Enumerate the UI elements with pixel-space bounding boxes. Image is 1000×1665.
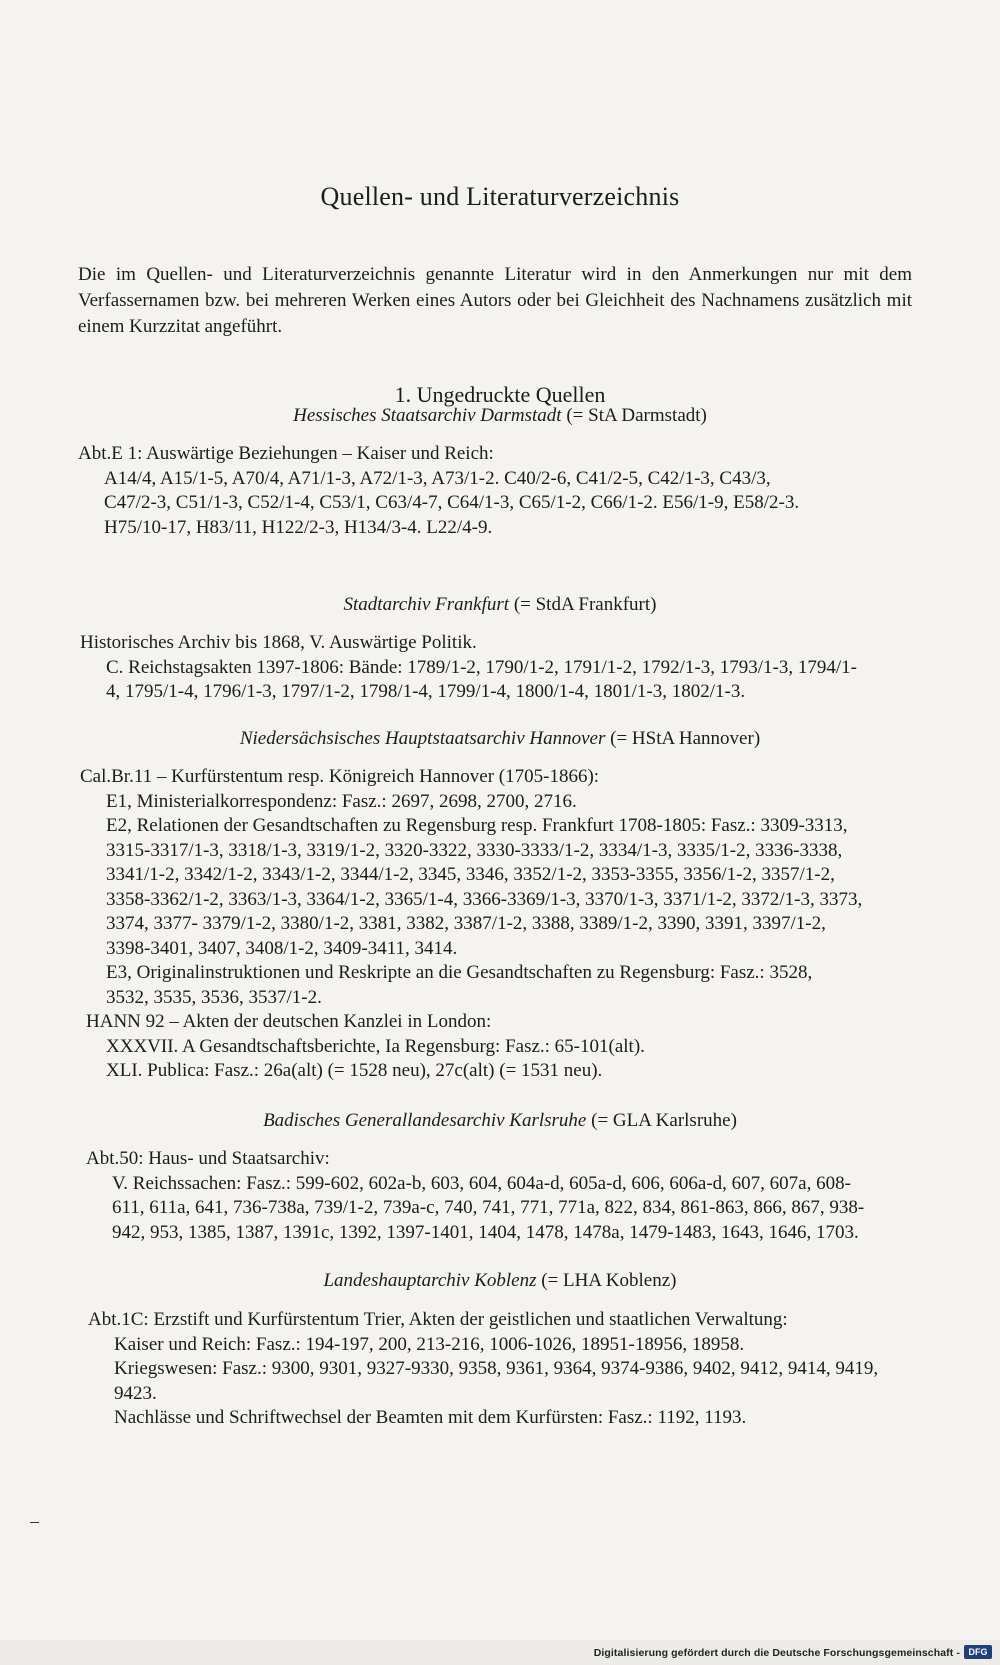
entry-line: Historisches Archiv bis 1868, V. Auswärtige Politik. xyxy=(80,632,477,653)
entry-line: E2, Relationen der Gesandtschaften zu Regensburg resp. Frankfurt 1708-1805: Fasz.: 3309-3313, xyxy=(106,815,848,836)
archive-name: Stadtarchiv Frankfurt xyxy=(343,594,510,615)
archive-entries-koblenz xyxy=(88,1308,920,1431)
entry-line: C. Reichstagsakten 1397-1806: Bände: 1789/1-2, 1790/1-2, 1791/1-2, 1792/1-3, 1793/1-3, 1794/1- xyxy=(106,656,857,678)
archive-abbr: (= LHA Koblenz) xyxy=(541,1270,677,1291)
archive-name: Landeshauptarchiv Koblenz xyxy=(323,1270,537,1291)
entry-line: Abt.50: Haus- und Staatsarchiv: xyxy=(86,1148,330,1169)
footer-credit: Digitalisierung gefördert durch die Deutsche Forschungsgemeinschaft - xyxy=(593,1647,960,1659)
archive-heading-darmstadt xyxy=(0,405,1000,427)
margin-dash xyxy=(30,1522,39,1523)
entry-line: C47/2-3, C51/1-3, C52/1-4, C53/1, C63/4-7, C64/1-3, C65/1-2, C66/1-2. E56/1-9, E58/2-3. xyxy=(104,492,800,513)
entry-line: 3374, 3377- 3379/1-2, 3380/1-2, 3381, 3382, 3387/1-2, 3388, 3389/1-2, 3390, 3391, 3397/1-2, xyxy=(106,913,826,934)
entry-line: E1, Ministerialkorrespondenz: Fasz.: 2697, 2698, 2700, 2716. xyxy=(106,790,577,812)
entry-line: V. Reichssachen: Fasz.: 599-602, 602a-b, 603, 604, 604a-d, 605a-d, 606, 606a-d, 607, 607a, 608- xyxy=(112,1172,851,1194)
archive-abbr: (= GLA Karlsruhe) xyxy=(591,1110,737,1131)
entry-line: 3398-3401, 3407, 3408/1-2, 3409-3411, 3414. xyxy=(106,937,458,959)
archive-entries-darmstadt xyxy=(78,442,916,540)
archive-heading-frankfurt xyxy=(0,594,1000,616)
entry-line: Kaiser und Reich: Fasz.: 194-197, 200, 213-216, 1006-1026, 18951-18956, 18958. xyxy=(114,1333,745,1355)
entry-line: 942, 953, 1385, 1387, 1391c, 1392, 1397-1401, 1404, 1478, 1478a, 1479-1483, 1643, 1646, 1703. xyxy=(112,1221,859,1243)
entry-line: A14/4, A15/1-5, A70/4, A71/1-3, A72/1-3, A73/1-2. C40/2-6, C41/2-5, C42/1-3, C43/3, xyxy=(104,467,771,489)
intro-paragraph: Die im Quellen- und Literaturverzeichnis genannte Literatur wird in den Anmerkungen nur mit dem Verfassernamen bzw. bei mehreren Werken eines Autors oder bei Gleichheit des Nachnamens zusätzlich mit einem Kurzzitat angeführt. xyxy=(78,264,912,337)
archive-heading-hannover xyxy=(0,728,1000,750)
dfg-logo-icon: DFG xyxy=(964,1645,992,1659)
entry-line: Nachlässe und Schriftwechsel der Beamten mit dem Kurfürsten: Fasz.: 1192, 1193. xyxy=(114,1407,747,1428)
archive-entries-frankfurt xyxy=(80,631,916,705)
archive-abbr: (= StA Darmstadt) xyxy=(566,405,707,426)
entry-line: Abt.E 1: Auswärtige Beziehungen – Kaiser und Reich: xyxy=(78,443,494,464)
entry-line: 9423. xyxy=(114,1382,157,1404)
entry-line: 611, 611a, 641, 736-738a, 739/1-2, 739a-c, 740, 741, 771, 771a, 822, 834, 861-863, 866, 867, 938- xyxy=(112,1197,865,1218)
archive-name: Hessisches Staatsarchiv Darmstadt xyxy=(293,405,562,426)
entry-line: 3315-3317/1-3, 3318/1-3, 3319/1-2, 3320-3322, 3330-3333/1-2, 3334/1-3, 3335/1-2, 3336-3338, xyxy=(106,839,843,861)
archive-name: Badisches Generallandesarchiv Karlsruhe xyxy=(263,1110,587,1131)
entry-line: XLI. Publica: Fasz.: 26a(alt) (= 1528 neu), 27c(alt) (= 1531 neu). xyxy=(106,1060,603,1081)
page-title: Quellen- und Literaturverzeichnis xyxy=(320,182,680,211)
entry-line: HANN 92 – Akten der deutschen Kanzlei in London: xyxy=(86,1011,492,1032)
digitization-footer xyxy=(0,1640,1000,1665)
archive-entries-karlsruhe xyxy=(86,1147,918,1245)
entry-line: Kriegswesen: Fasz.: 9300, 9301, 9327-9330, 9358, 9361, 9364, 9374-9386, 9402, 9412, 9414, 9419, xyxy=(114,1358,879,1379)
entry-line: Cal.Br.11 – Kurfürstentum resp. Königreich Hannover (1705-1866): xyxy=(80,766,600,787)
entry-line: Abt.1C: Erzstift und Kurfürstentum Trier, Akten der geistlichen und staatlichen Verwaltung: xyxy=(88,1309,788,1330)
entry-line: 3532, 3535, 3536, 3537/1-2. xyxy=(106,986,322,1008)
archive-abbr: (= StdA Frankfurt) xyxy=(513,594,657,615)
archive-heading-koblenz xyxy=(0,1270,1000,1292)
archive-entries-hannover xyxy=(80,765,918,1084)
archive-abbr: (= HStA Hannover) xyxy=(610,728,761,749)
entry-line: 4, 1795/1-4, 1796/1-3, 1797/1-2, 1798/1-4, 1799/1-4, 1800/1-4, 1801/1-3, 1802/1-3. xyxy=(106,681,746,702)
entry-line: 3358-3362/1-2, 3363/1-3, 3364/1-2, 3365/1-4, 3366-3369/1-3, 3370/1-3, 3371/1-2, 3372/1-3, 3373, xyxy=(106,888,863,910)
entry-line: E3, Originalinstruktionen und Reskripte an die Gesandtschaften zu Regensburg: Fasz.: 3528, xyxy=(106,962,813,983)
archive-heading-karlsruhe xyxy=(0,1110,1000,1132)
section-heading: 1. Ungedruckte Quellen xyxy=(394,382,606,407)
entry-line: XXXVII. A Gesandtschaftsberichte, Ia Regensburg: Fasz.: 65-101(alt). xyxy=(106,1035,645,1057)
entry-line: 3341/1-2, 3342/1-2, 3343/1-2, 3344/1-2, 3345, 3346, 3352/1-2, 3353-3355, 3356/1-2, 3357/1-2, xyxy=(106,864,835,885)
archive-name: Niedersächsisches Hauptstaatsarchiv Hannover xyxy=(239,728,606,749)
entry-line: H75/10-17, H83/11, H122/2-3, H134/3-4. L22/4-9. xyxy=(104,516,493,538)
